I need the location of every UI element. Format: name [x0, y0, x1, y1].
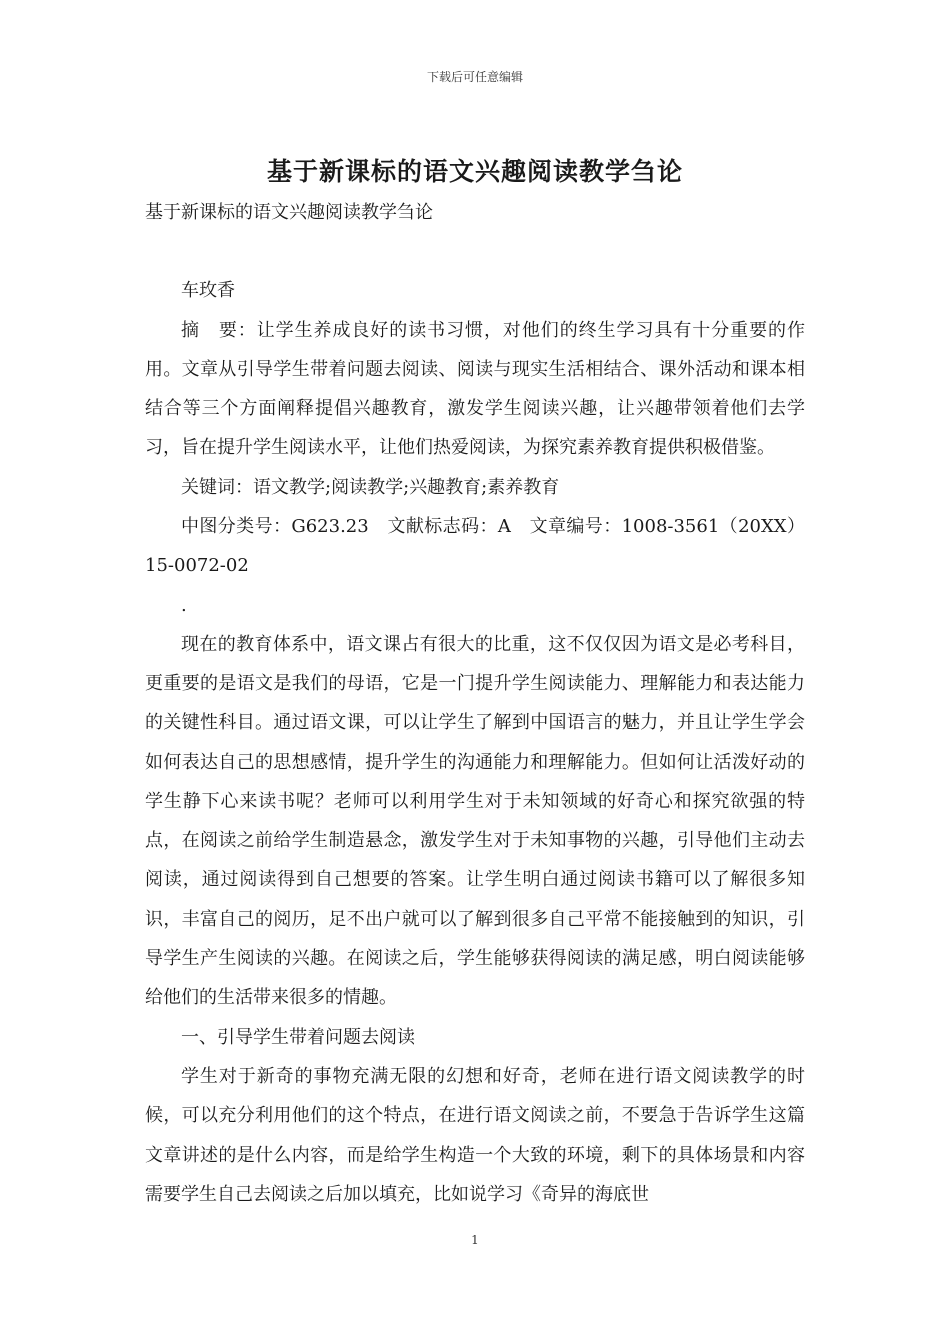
blank-line	[145, 232, 805, 271]
section-paragraph: 学生对于新奇的事物充满无限的幻想和好奇，老师在进行语文阅读教学的时候，可以充分利用他们的这个特点，在进行语文阅读之前，不要急于告诉学生这篇文章讲述的是什么内容，而是给学生构造一个大致的环境，剩下的具体场景和内容需要学生自己去阅读之后加以填充，比如说学习《奇异的海底世	[145, 1065, 805, 1205]
author: 车玫香	[181, 280, 235, 302]
classification-line: 中图分类号：G623.23 文献标志码：A 文章编号：1008-3561（20XX）15-0072-02	[145, 516, 805, 577]
page-number: 1	[471, 1233, 479, 1247]
intro-paragraph: 现在的教育体系中，语文课占有很大的比重，这不仅仅因为语文是必考科目，更重要的是语文是我们的母语，它是一门提升学生阅读能力、理解能力和表达能力的关键性科目。通过语文课，可以让学生了解到中国语言的魅力，并且让学生学会如何表达自己的思想感情，提升学生的沟通能力和理解能力。但如何让活泼好动的学生静下心来读书呢？老师可以利用学生对于未知领域的好奇心和探究欲强的特点，在阅读之前给学生制造悬念，激发学生对于未知事物的兴趣，引导他们主动去阅读，通过阅读得到自己想要的答案。让学生明白通过阅读书籍可以了解很多知识，丰富自己的阅历，足不出户就可以了解到很多自己平常不能接触到的知识，引导学生产生阅读的兴趣。在阅读之后，学生能够获得阅读的满足感，明白阅读能够给他们的生活带来很多的情趣。	[145, 633, 805, 1009]
section-heading: 一、引导学生带着问题去阅读	[181, 1026, 415, 1048]
keywords: 关键词：语文教学;阅读教学;兴趣教育;素养教育	[181, 476, 560, 498]
document-body	[145, 193, 805, 1214]
separator-dot: .	[181, 594, 187, 616]
abstract: 摘 要：让学生养成良好的读书习惯，对他们的终生学习具有十分重要的作用。文章从引导学生带着问题去阅读、阅读与现实生活相结合、课外活动和课本相结合等三个方面阐释提倡兴趣教育，激发学生阅读兴趣，让兴趣带领着他们去学习，旨在提升学生阅读水平，让他们热爱阅读，为探究素养教育提供积极借鉴。	[145, 319, 805, 459]
document-title: 基于新课标的语文兴趣阅读教学刍论	[266, 157, 683, 186]
subtitle: 基于新课标的语文兴趣阅读教学刍论	[145, 202, 433, 223]
header-note: 下载后可任意编辑	[426, 70, 523, 84]
